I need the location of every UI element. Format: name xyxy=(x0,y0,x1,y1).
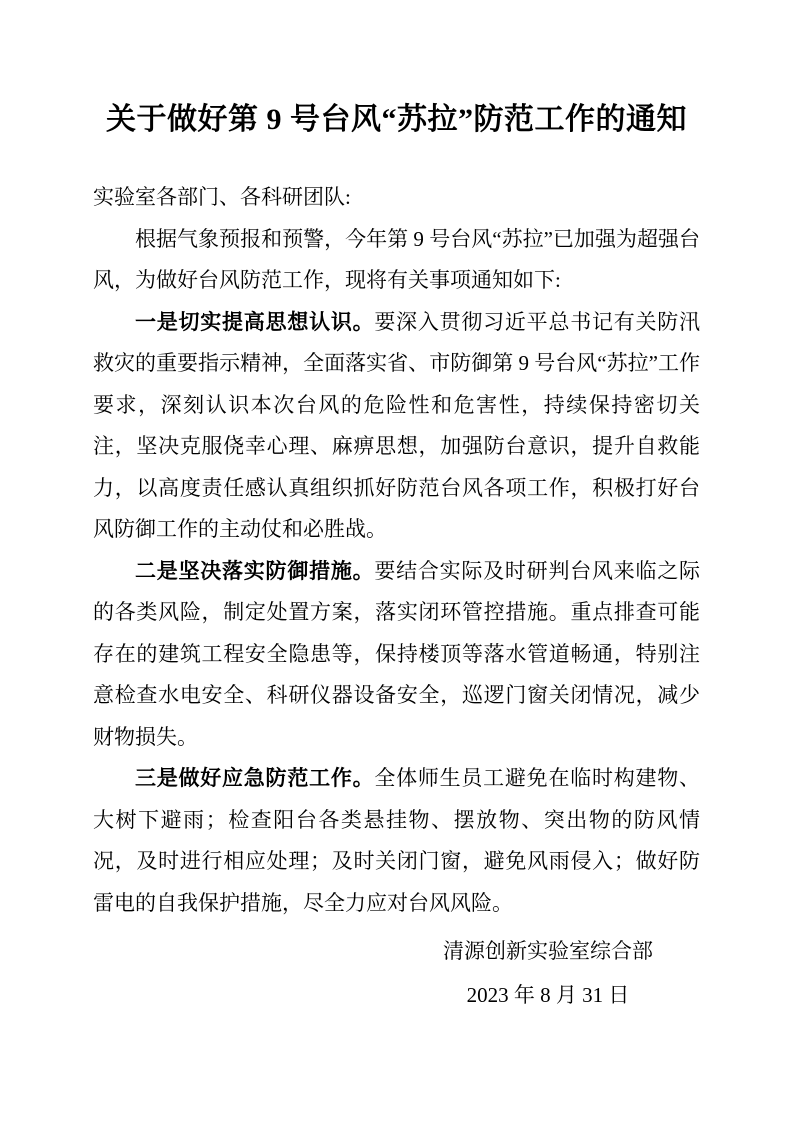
paragraph-point-1-lead: 一是切实提高思想认识。 xyxy=(135,310,375,334)
paragraph-point-1 xyxy=(93,302,700,551)
document-body xyxy=(93,177,700,924)
paragraph-point-3-text: 全体师生员工避免在临时构建物、大树下避雨；检查阳台各类悬挂物、摆放物、突出物的防风情况，及时进行相应处理；及时关闭门窗，避免风雨侵入；做好防雷电的自我保护措施，尽全力应对台风风险。 xyxy=(93,766,700,915)
paragraph-intro xyxy=(93,219,700,302)
document-title: 关于做好第 9 号台风“苏拉”防范工作的通知 xyxy=(106,103,687,136)
paragraph-intro-text: 根据气象预报和预警，今年第 9 号台风“苏拉”已加强为超强台风，为做好台风防范工作，现将有关事项通知如下: xyxy=(93,226,700,292)
signature-organization: 清源创新实验室综合部 xyxy=(443,939,653,963)
paragraph-point-1-text: 要深入贯彻习近平总书记有关防汛救灾的重要指示精神，全面落实省、市防御第 9 号台风“苏拉”工作要求，深刻认识本次台风的危险性和危害性，持续保持密切关注，坚决克服侥幸心理、麻痹思想，加强防台意识，提升自救能力，以高度责任感认真组织抓好防范台风各项工作，积极打好台风防御工作的主动仗和必胜战。 xyxy=(93,309,700,541)
signature-date: 2023 年 8 月 31 日 xyxy=(466,983,630,1007)
paragraph-point-2 xyxy=(93,551,700,759)
salutation-line xyxy=(93,177,700,219)
signature-inner xyxy=(443,929,653,1017)
paragraph-point-3 xyxy=(93,758,700,924)
paragraph-point-2-text: 要结合实际及时研判台风来临之际的各类风险，制定处置方案，落实闭环管控措施。重点排查可能存在的建筑工程安全隐患等，保持楼顶等落水管道畅通，特别注意检查水电安全、科研仪器设备安全，巡逻门窗关闭情况，减少财物损失。 xyxy=(93,558,700,749)
paragraph-point-2-lead: 二是坚决落实防御措施。 xyxy=(135,559,375,583)
paragraph-point-3-lead: 三是做好应急防范工作。 xyxy=(135,767,375,790)
salutation-text: 实验室各部门、各科研团队: xyxy=(93,185,351,209)
signature-block xyxy=(93,929,700,1017)
